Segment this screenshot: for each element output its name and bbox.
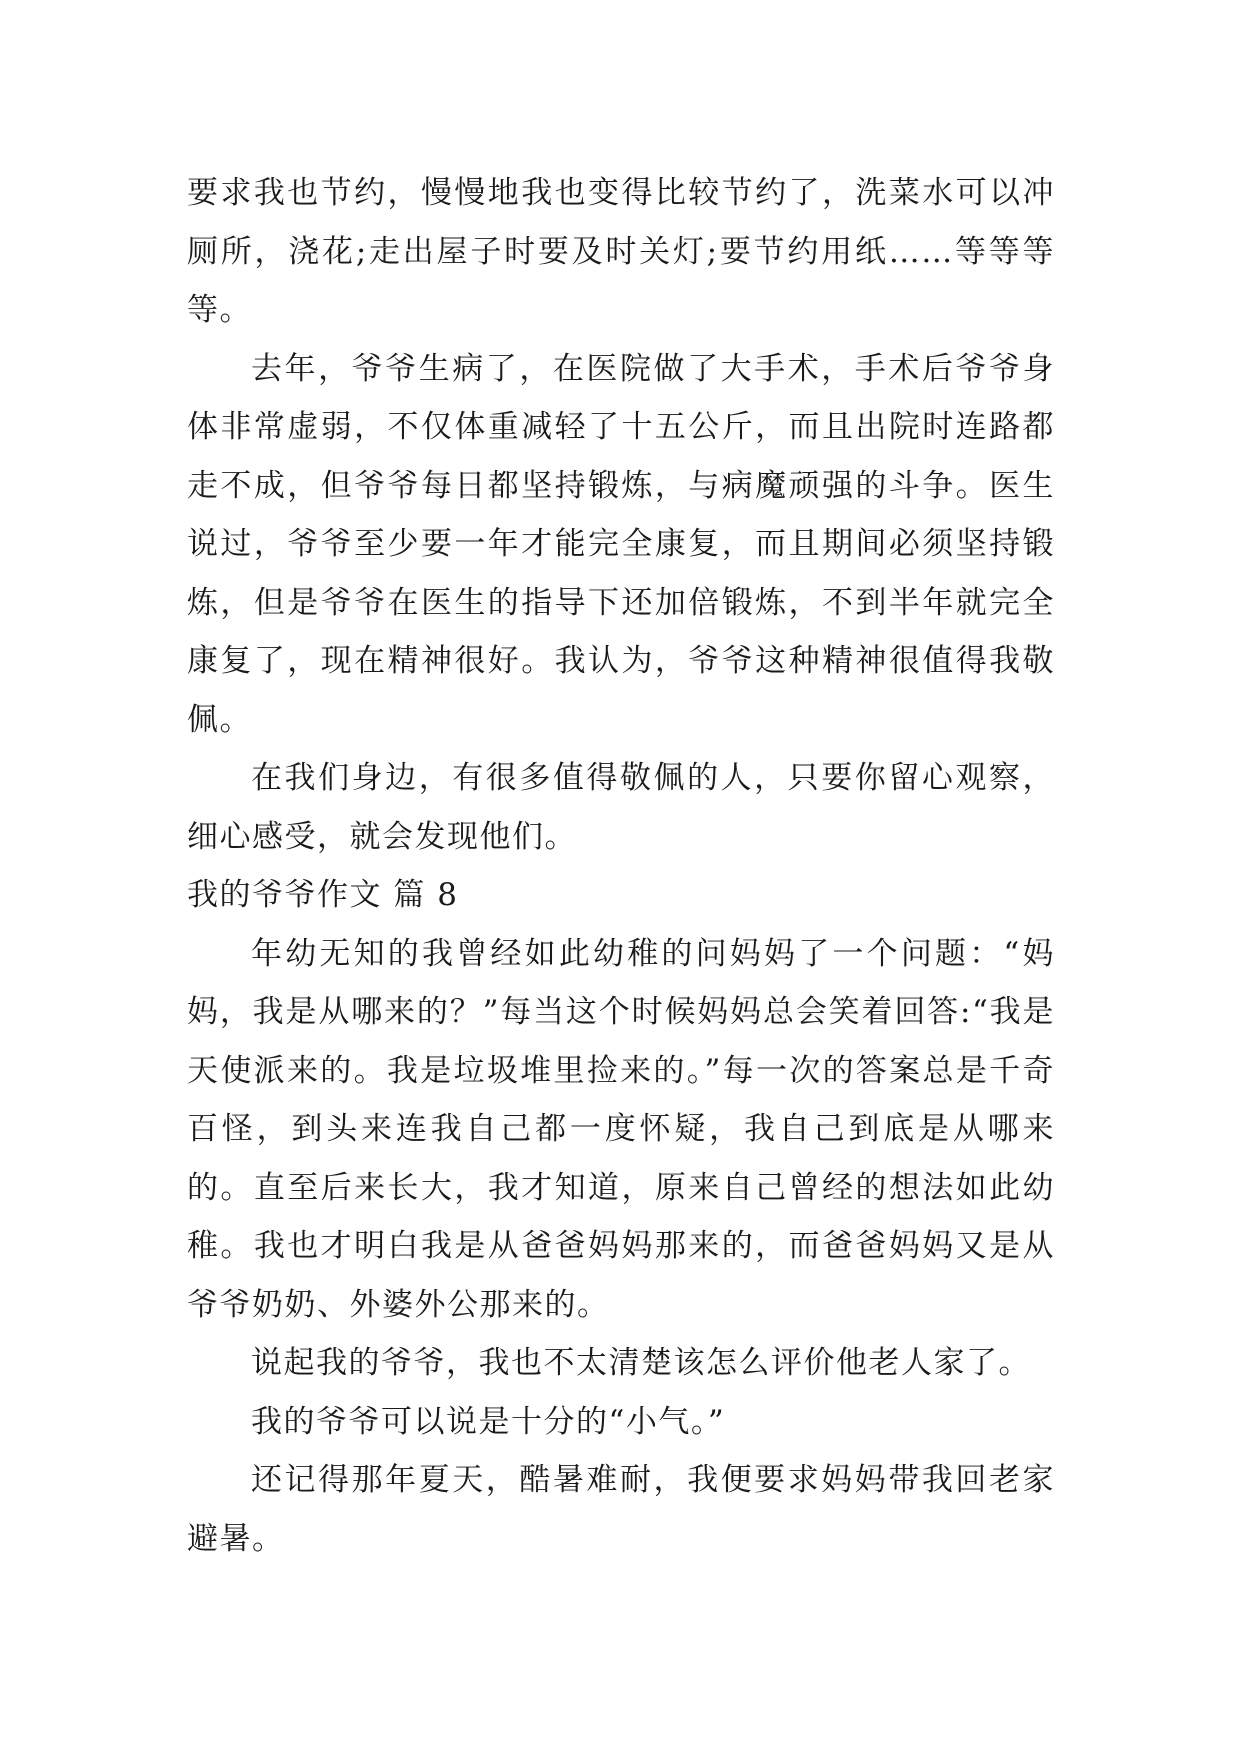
section-heading: 我的爷爷作文 篇 8: [187, 877, 459, 913]
paragraph-describe-grandpa: 说起我的爷爷，我也不太清楚该怎么评价他老人家了。: [251, 1345, 1031, 1381]
paragraph-admirable-people: 在我们身边，有很多值得敬佩的人，只要你留心观察，细心感受，就会发现他们。: [187, 760, 1055, 855]
paragraph-continuation: 要求我也节约，慢慢地我也变得比较节约了，洗菜水可以冲厕所，浇花;走出屋子时要及时关灯;要节约用纸……等等等等。: [187, 175, 1055, 328]
paragraph-where-from: 年幼无知的我曾经如此幼稚的问妈妈了一个问题：“妈妈，我是从哪来的？”每当这个时候妈妈总会笑着回答:“我是天使派来的。我是垃圾堆里捡来的。”每一次的答案总是千奇百怪，到头来连我自己都一度怀疑，我自己到底是从哪来的。直至后来长大，我才知道，原来自己曾经的想法如此幼稚。我也才明白我是从爸爸妈妈那来的，而爸爸妈妈又是从爷爷奶奶、外婆外公那来的。: [187, 935, 1055, 1323]
paragraph-stingy: 我的爷爷可以说是十分的“小气。”: [251, 1403, 726, 1440]
paragraph-summer: 还记得那年夏天，酷暑难耐，我便要求妈妈带我回老家避暑。: [187, 1462, 1055, 1557]
paragraph-grandpa-illness: 去年，爷爷生病了，在医院做了大手术，手术后爷爷身体非常虚弱，不仅体重减轻了十五公斤，而且出院时连路都走不成，但爷爷每日都坚持锻炼，与病魔顽强的斗争。医生说过，爷爷至少要一年才能完全康复，而且期间必须坚持锻炼，但是爷爷在医生的指导下还加倍锻炼，不到半年就完全康复了，现在精神很好。我认为，爷爷这种精神很值得我敬佩。: [187, 350, 1055, 738]
document-body: [187, 164, 1055, 1568]
